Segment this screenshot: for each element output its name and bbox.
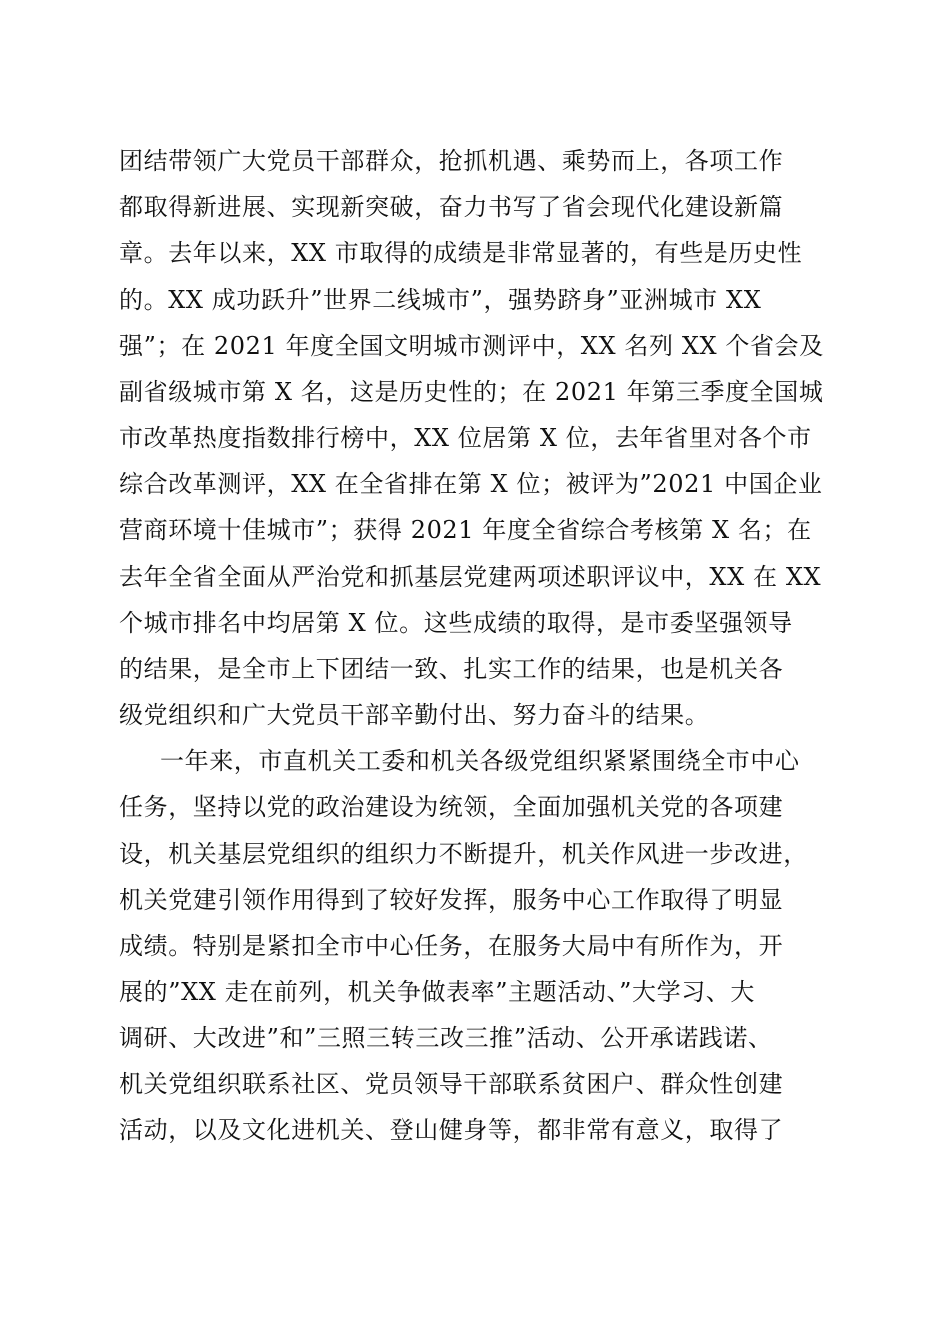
text-line: 活动，以及文化进机关、登山健身等，都非常有意义，取得了 [119,1116,784,1144]
text-line: 级党组织和广大党员干部辛勤付出、努力奋斗的结果。 [119,701,710,729]
text-line: 机关党建引领作用得到了较好发挥，服务中心工作取得了明显 [119,886,784,914]
text-line: 设，机关基层党组织的组织力不断提升，机关作风进一步改进， [119,840,808,868]
text-line: 营商环境十佳城市”；获得 2021 年度全省综合考核第 X 名；在 [119,516,812,544]
text-line: 团结带领广大党员干部群众，抢抓机遇、乘势而上，各项工作 [119,147,784,175]
text-line: 强”；在 2021 年度全国文明城市测评中，XX 名列 XX 个省会及 [119,332,824,360]
text-line: 副省级城市第 X 名，这是历史性的；在 2021 年第三季度全国城 [119,378,824,406]
text-line: 去年全省全面从严治党和抓基层党建两项述职评议中，XX 在 XX [119,563,822,591]
paragraph-first-line: 一年来，市直机关工委和机关各级党组织紧紧围绕全市中心 [160,747,800,775]
text-line: 个城市排名中均居第 X 位。这些成绩的取得，是市委坚强领导 [119,609,793,637]
text-line: 综合改革测评，XX 在全省排在第 X 位；被评为”2021 中国企业 [119,470,823,498]
text-line: 机关党组织联系社区、党员领导干部联系贫困户、群众性创建 [119,1070,784,1098]
text-line: 的。XX 成功跃升”世界二线城市”，强势跻身”亚洲城市 XX [119,286,762,314]
text-line: 展的”XX 走在前列，机关争做表率”主题活动、”大学习、大 [119,978,756,1006]
text-line: 调研、大改进”和”三照三转三改三推”活动、公开承诺践诺、 [119,1024,773,1052]
text-line: 任务，坚持以党的政治建设为统领，全面加强机关党的各项建 [119,793,784,821]
text-line: 都取得新进展、实现新突破，奋力书写了省会现代化建设新篇 [119,193,784,221]
text-line: 成绩。特别是紧扣全市中心任务，在服务大局中有所作为，开 [119,932,784,960]
text-line: 市改革热度指数排行榜中，XX 位居第 X 位，去年省里对各个市 [119,424,812,452]
text-line: 的结果，是全市上下团结一致、扎实工作的结果，也是机关各 [119,655,784,683]
text-line: 章。去年以来，XX 市取得的成绩是非常显著的，有些是历史性 [119,239,803,267]
